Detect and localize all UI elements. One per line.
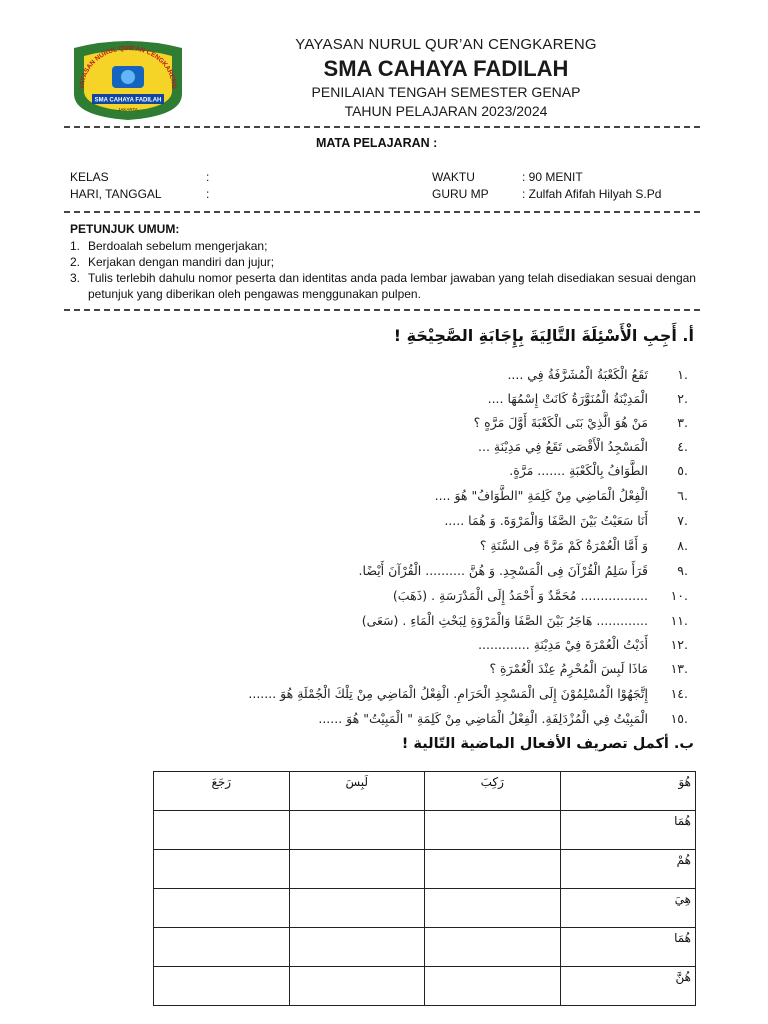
divider	[64, 211, 700, 213]
answer-cell[interactable]	[289, 928, 425, 967]
divider	[64, 309, 700, 311]
instruction-number: 2.	[70, 255, 81, 269]
answer-cell[interactable]	[289, 889, 425, 928]
question-number: .٦	[677, 488, 688, 503]
question-text: الطَّوَافُ بِالْكَعْبَةِ ....... مَرَّةٍ.	[509, 463, 648, 478]
instruction-text: Berdoalah sebelum mengerjakan;	[88, 239, 268, 253]
table-header-cell: رَكِبَ	[425, 772, 561, 811]
question-text: وَ أَمَّا الْعُمْرَةُ كَمْ مَرَّةً فِى السَّنَةِ ؟	[479, 538, 648, 553]
question-number: .١٢	[670, 637, 688, 652]
answer-cell[interactable]	[425, 928, 561, 967]
table-row	[154, 928, 696, 967]
answer-cell[interactable]	[289, 850, 425, 889]
table-header-cell: هُوَ	[560, 772, 696, 811]
pronoun-cell: هُمَا	[560, 811, 696, 850]
question-text: أَدَيْتُ الْعُمْرَةَ فِيْ مَدِيْنَةِ .............	[478, 637, 648, 652]
question-number: .١٤	[670, 686, 688, 701]
pronoun-cell: هُنَّ	[560, 967, 696, 1006]
divider	[64, 126, 700, 128]
kelas-colon: :	[206, 170, 210, 184]
section-a-title: أ. أَجِبِ الْأَسْئِلَةَ التَّالِيَةَ بِإِجَابَةِ الصَّحِيْحَةِ !	[393, 326, 694, 345]
question-number: .١٥	[670, 711, 688, 726]
svg-text:SMA CAHAYA FADILAH: SMA CAHAYA FADILAH	[94, 97, 162, 104]
question-number: .٣	[677, 415, 688, 430]
question-text: الْمَسْجِدُ الْأَقْصَى تَقَعُ فِي مَدِيْنَةِ ...	[478, 439, 648, 454]
question-number: .٩	[677, 563, 688, 578]
instruction-number: 3.	[70, 271, 81, 285]
question-item	[359, 563, 688, 578]
question-item	[478, 439, 688, 454]
question-item	[480, 538, 688, 553]
question-text: الْفِعْلُ الْمَاضِي مِنْ كَلِمَةِ "الطَّوَافُ" هُوَ ....	[434, 488, 648, 503]
answer-cell[interactable]	[425, 889, 561, 928]
question-text: ............. هَاجَرُ بَيْنَ الصَّفَا وَالْمَرْوَةِ لِبَحْثِ الْمَاءِ . (سَعَى)	[361, 613, 648, 628]
question-text: مَاذَا لَبِسَ الْمُحْرِمُ عِنْدَ الْعُمْرَةِ ؟	[489, 661, 648, 676]
instructions-title: PETUNJUK UMUM:	[70, 222, 180, 236]
answer-cell[interactable]	[425, 811, 561, 850]
question-text: ................. مُحَمَّدٌ وَ أَحْمَدُ إِلَى الْمَدْرَسَةِ . (ذَهَبَ)	[392, 588, 648, 603]
school-logo	[70, 38, 186, 122]
pronoun-cell: هُمْ	[560, 850, 696, 889]
instruction-item	[70, 254, 710, 270]
exam-title: PENILAIAN TENGAH SEMESTER GENAP	[311, 84, 581, 100]
question-number: .٧	[677, 513, 688, 528]
answer-cell[interactable]	[154, 850, 290, 889]
answer-cell[interactable]	[154, 967, 290, 1006]
pronoun-cell: هِيَ	[560, 889, 696, 928]
instruction-item	[70, 270, 710, 302]
question-item	[489, 661, 688, 676]
answer-cell[interactable]	[154, 811, 290, 850]
question-text: قَرَأَ سَلِمُ الْقُرْآنَ فِى الْمَسْجِدِ. وَ هُنَّ .......... الْقُرْآنَ أَيْضًا.	[358, 563, 648, 578]
school-name: SMA CAHAYA FADILAH	[323, 56, 569, 81]
kelas-label: KELAS	[70, 170, 109, 184]
instruction-text: Tulis terlebih dahulu nomor peserta dan identitas anda pada lembar jawaban yang telah disediakan sesuai dengan petunjuk yang diberikan oleh pengawas menggunakan pulpen.	[88, 271, 696, 301]
question-item	[488, 391, 688, 406]
question-number: .١٠	[670, 588, 688, 603]
question-item	[248, 686, 688, 701]
table-row	[154, 967, 696, 1006]
table-row	[154, 850, 696, 889]
waktu-label: WAKTU	[432, 170, 475, 184]
question-item	[509, 463, 688, 478]
instruction-text: Kerjakan dengan mandiri dan jujur;	[88, 255, 275, 269]
question-number: .٤	[677, 439, 688, 454]
guru-value: : Zulfah Afifah Hilyah S.Pd	[522, 187, 662, 201]
question-item	[435, 488, 688, 503]
question-number: .١١	[670, 613, 688, 628]
question-number: .٨	[677, 538, 688, 553]
question-text: الْمَبِيْتُ فِي الْمُزْدَلِفَةِ. الْفِعْلُ الْمَاضِي مِنْ كَلِمَةِ " الْمَبِيْتُ" هُوَ ......	[318, 711, 648, 726]
guru-label: GURU MP	[432, 187, 489, 201]
question-text: الْمَدِيْنَةُ الْمُنَوَّرَةُ كَانَتْ إِسْمُهَا ....	[487, 391, 648, 406]
table-row	[154, 889, 696, 928]
table-header-cell: رَجَعَ	[154, 772, 290, 811]
question-text: مَنْ هُوَ الَّذِيْ بَنَى الْكَعْبَةَ أَوَّلَ مَرَّهٍ ؟	[473, 415, 648, 430]
answer-cell[interactable]	[425, 967, 561, 1006]
question-text: أَنَا سَعَيْتُ بَيْنَ الصَّفَا وَالْمَرْوَةَ. وَ هُمَا .....	[444, 513, 648, 528]
question-number: .١	[677, 367, 688, 382]
answer-cell[interactable]	[289, 967, 425, 1006]
question-item	[318, 711, 688, 726]
question-item	[474, 415, 688, 430]
hari-label: HARI, TANGGAL	[70, 187, 162, 201]
question-item	[507, 367, 688, 382]
subject-label: MATA PELAJARAN :	[316, 136, 438, 150]
answer-cell[interactable]	[154, 928, 290, 967]
academic-year: TAHUN PELAJARAN 2023/2024	[344, 103, 548, 119]
table-row	[154, 811, 696, 850]
question-item	[362, 613, 688, 628]
question-number: .٢	[677, 391, 688, 406]
answer-cell[interactable]	[289, 811, 425, 850]
waktu-value: : 90 MENIT	[522, 170, 583, 184]
svg-text:YAYASAN NURUL QUR’AN CENGKAREN: YAYASAN NURUL QUR’AN CENGKARENG	[78, 44, 178, 90]
foundation-name: YAYASAN NURUL QUR’AN CENGKARENG	[295, 36, 597, 53]
pronoun-cell: هُمَا	[560, 928, 696, 967]
conjugation-table	[153, 771, 696, 1006]
instruction-item	[70, 238, 710, 254]
question-item	[444, 513, 688, 528]
instructions-list	[70, 238, 710, 302]
section-b-title: ب. أكمل تصريف الأفعال الماضية التّالية !	[401, 736, 694, 752]
answer-cell[interactable]	[154, 889, 290, 928]
table-header-row	[154, 772, 696, 811]
question-item	[478, 637, 688, 652]
question-number: .٥	[677, 463, 688, 478]
table-header-cell: لَبِسَ	[289, 772, 425, 811]
question-text: إِتَّجَهُوْا الْمُسْلِمُوْنَ إِلَى الْمَسْجِدِ الْحَرَامِ. الْفِعْلُ الْمَاضِي مِنْ تِلْكَ الْجُمْلَةِ هُوَ .......	[248, 686, 648, 701]
instruction-number: 1.	[70, 239, 81, 253]
question-item	[393, 588, 688, 603]
svg-text:JAKARTA: JAKARTA	[118, 107, 138, 112]
answer-cell[interactable]	[425, 850, 561, 889]
question-number: .١٣	[670, 661, 688, 676]
hari-colon: :	[206, 187, 210, 201]
question-text: تَقَعُ الْكَعْبَةُ الْمُشَرَّفَةُ فِي ....	[507, 367, 648, 382]
